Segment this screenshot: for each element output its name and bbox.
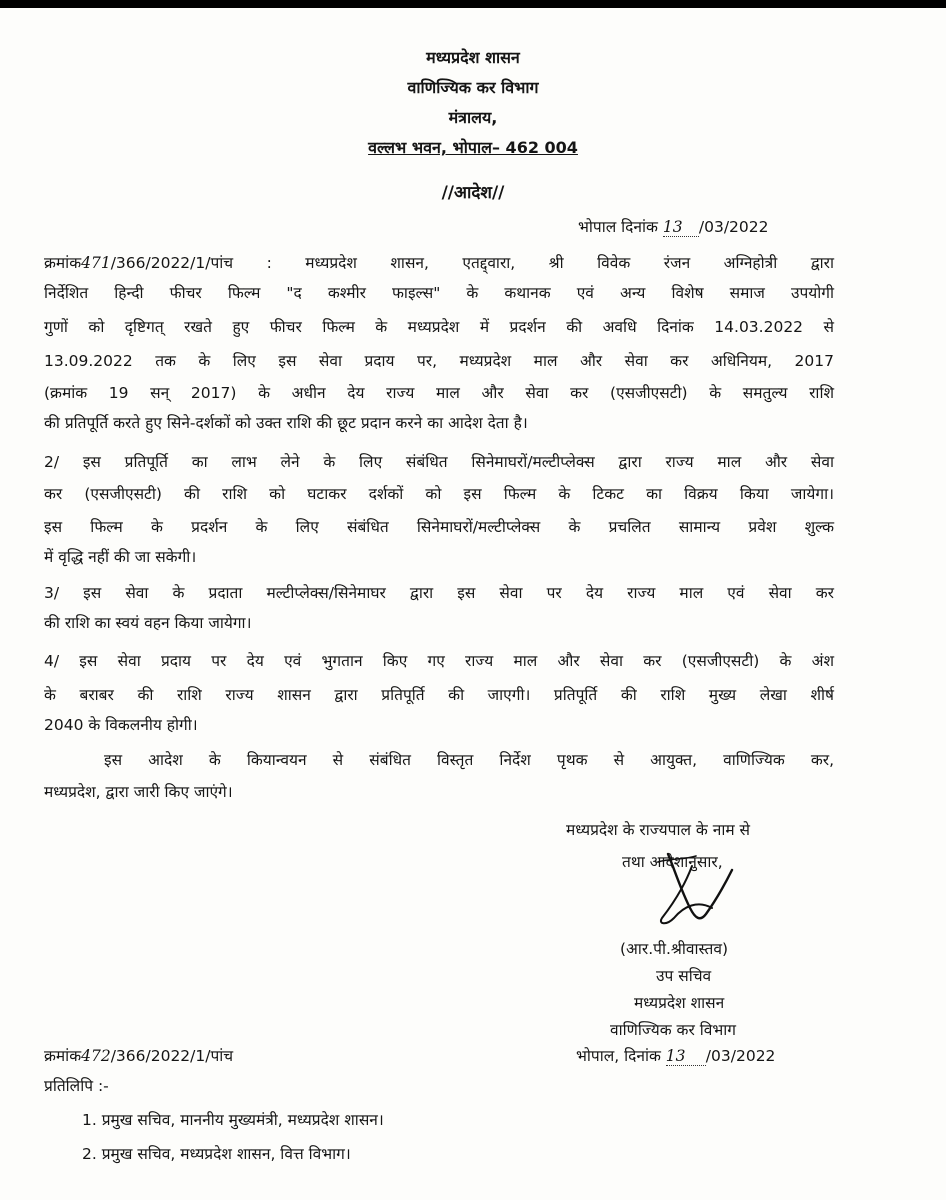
handwritten-signature [640,848,750,938]
para4-line2: के बराबर की राशि राज्य शासन द्वारा प्रतिपूर्ति की जाएगी। प्रतिपूर्ति की राशि मुख्य लेखा शीर्ष [44,686,834,704]
para1-line3: गुणों को दृष्टिगत् रखते हुए फीचर फिल्म के मध्यप्रदेश में प्रदर्शन की अवधि दिनांक 14.03.2022 से [44,318,834,336]
para5-line2: मध्यप्रदेश, द्वारा जारी किए जाएंगे। [44,783,233,801]
header-department: वाणिज्यिक कर विभाग [407,78,539,97]
para5-line1: इस आदेश के कियान्वयन से संबंधित विस्तृत निर्देश पृथक से आयुक्त, वाणिज्यिक कर, [104,751,834,769]
para2-line3: इस फिल्म के प्रदर्शन के लिए संबंधित सिनेमाघरों/मल्टीप्लेक्स के प्रचलित सामान्य प्रवेश शुल्क [44,518,834,536]
signatory-designation: उप सचिव [656,967,712,985]
signature-governor-line: मध्यप्रदेश के राज्यपाल के नाम से [566,821,751,839]
order-no-prefix: क्रमांक [44,254,82,272]
date-prefix: भोपाल दिनांक [578,218,658,236]
copy-label: प्रतिलिपि :- [44,1077,109,1095]
copy-no-handwritten: 472 [81,1047,111,1065]
sig-date-prefix: भोपाल, दिनांक [576,1047,661,1065]
order-title: //आदेश// [441,183,505,203]
copy-order-number [44,1044,233,1066]
copy-no-rest: /366/2022/1/पांच [110,1047,234,1065]
order-dateline [578,215,769,237]
para1-line1 [44,251,834,275]
signatory-office: मध्यप्रदेश शासन [634,994,725,1012]
para4-line3: 2040 के विकलनीय होगी। [44,716,198,734]
header-address: वल्लभ भवन, भोपाल– 462 004 [368,138,578,157]
para1-line4: 13.09.2022 तक के लिए इस सेवा प्रदाय पर, मध्यप्रदेश माल और सेवा कर अधिनियम, 2017 [44,352,834,370]
date-rest: /03/2022 [698,218,769,236]
signatory-dateline [576,1044,775,1066]
para3-line1: 3/ इस सेवा के प्रदाता मल्टीप्लेक्स/सिनेमाघर द्वारा इस सेवा पर देय राज्य माल एवं सेवा कर [44,584,834,602]
order-no-rest: /366/2022/1/पांच : [110,254,272,272]
order-number [44,254,272,272]
para3-line2: की राशि का स्वयं वहन किया जायेगा। [44,614,252,632]
para1-text: मध्यप्रदेश शासन, एतद्द्वारा, श्री विवेक रंजन अग्निहोत्री द्वारा [305,254,834,272]
para1-line2: निर्देशित हिन्दी फीचर फिल्म "द कश्मीर फाइल्स" के कथानक एवं अन्य विशेष समाज उपयोगी [44,284,834,302]
header-government: मध्यप्रदेश शासन [426,48,520,67]
para2-line1: 2/ इस प्रतिपूर्ति का लाभ लेने के लिए संबंधित सिनेमाघरों/मल्टीप्लेक्स द्वारा राज्य माल और सेवा [44,453,834,471]
signatory-name: (आर.पी.श्रीवास्तव) [620,940,729,958]
header-ministry: मंत्रालय, [448,108,498,127]
document-page [0,8,946,1200]
signature-order-line: तथा आदेशानुसार, [622,853,723,871]
para2-line2: कर (एसजीएसटी) की राशि को घटाकर दर्शकों को इस फिल्म के टिकट का विक्रय किया जायेगा। [44,485,834,503]
copy-no-prefix: क्रमांक [44,1047,82,1065]
sig-date-day-handwritten: 13 [666,1047,706,1066]
copy-item-1: 1. प्रमुख सचिव, माननीय मुख्यमंत्री, मध्यप्रदेश शासन। [82,1111,384,1129]
signatory-department: वाणिज्यिक कर विभाग [610,1021,736,1039]
copy-item-2: 2. प्रमुख सचिव, मध्यप्रदेश शासन, वित्त विभाग। [82,1145,351,1163]
date-day-handwritten: 13 [663,218,699,237]
para4-line1: 4/ इस सेवा प्रदाय पर देय एवं भुगतान किए गए राज्य माल और सेवा कर (एसजीएसटी) के अंश [44,652,834,670]
para2-line4: में वृद्धि नहीं की जा सकेगी। [44,548,197,566]
para1-line5: (क्रमांक 19 सन् 2017) के अधीन देय राज्य माल और सेवा कर (एसजीएसटी) के समतुल्य राशि [44,384,834,402]
order-no-handwritten: 471 [81,254,111,272]
sig-date-rest: /03/2022 [705,1047,776,1065]
para1-line6: की प्रतिपूर्ति करते हुए सिने-दर्शकों को उक्त राशि की छूट प्रदान करने का आदेश देता है। [44,414,528,432]
